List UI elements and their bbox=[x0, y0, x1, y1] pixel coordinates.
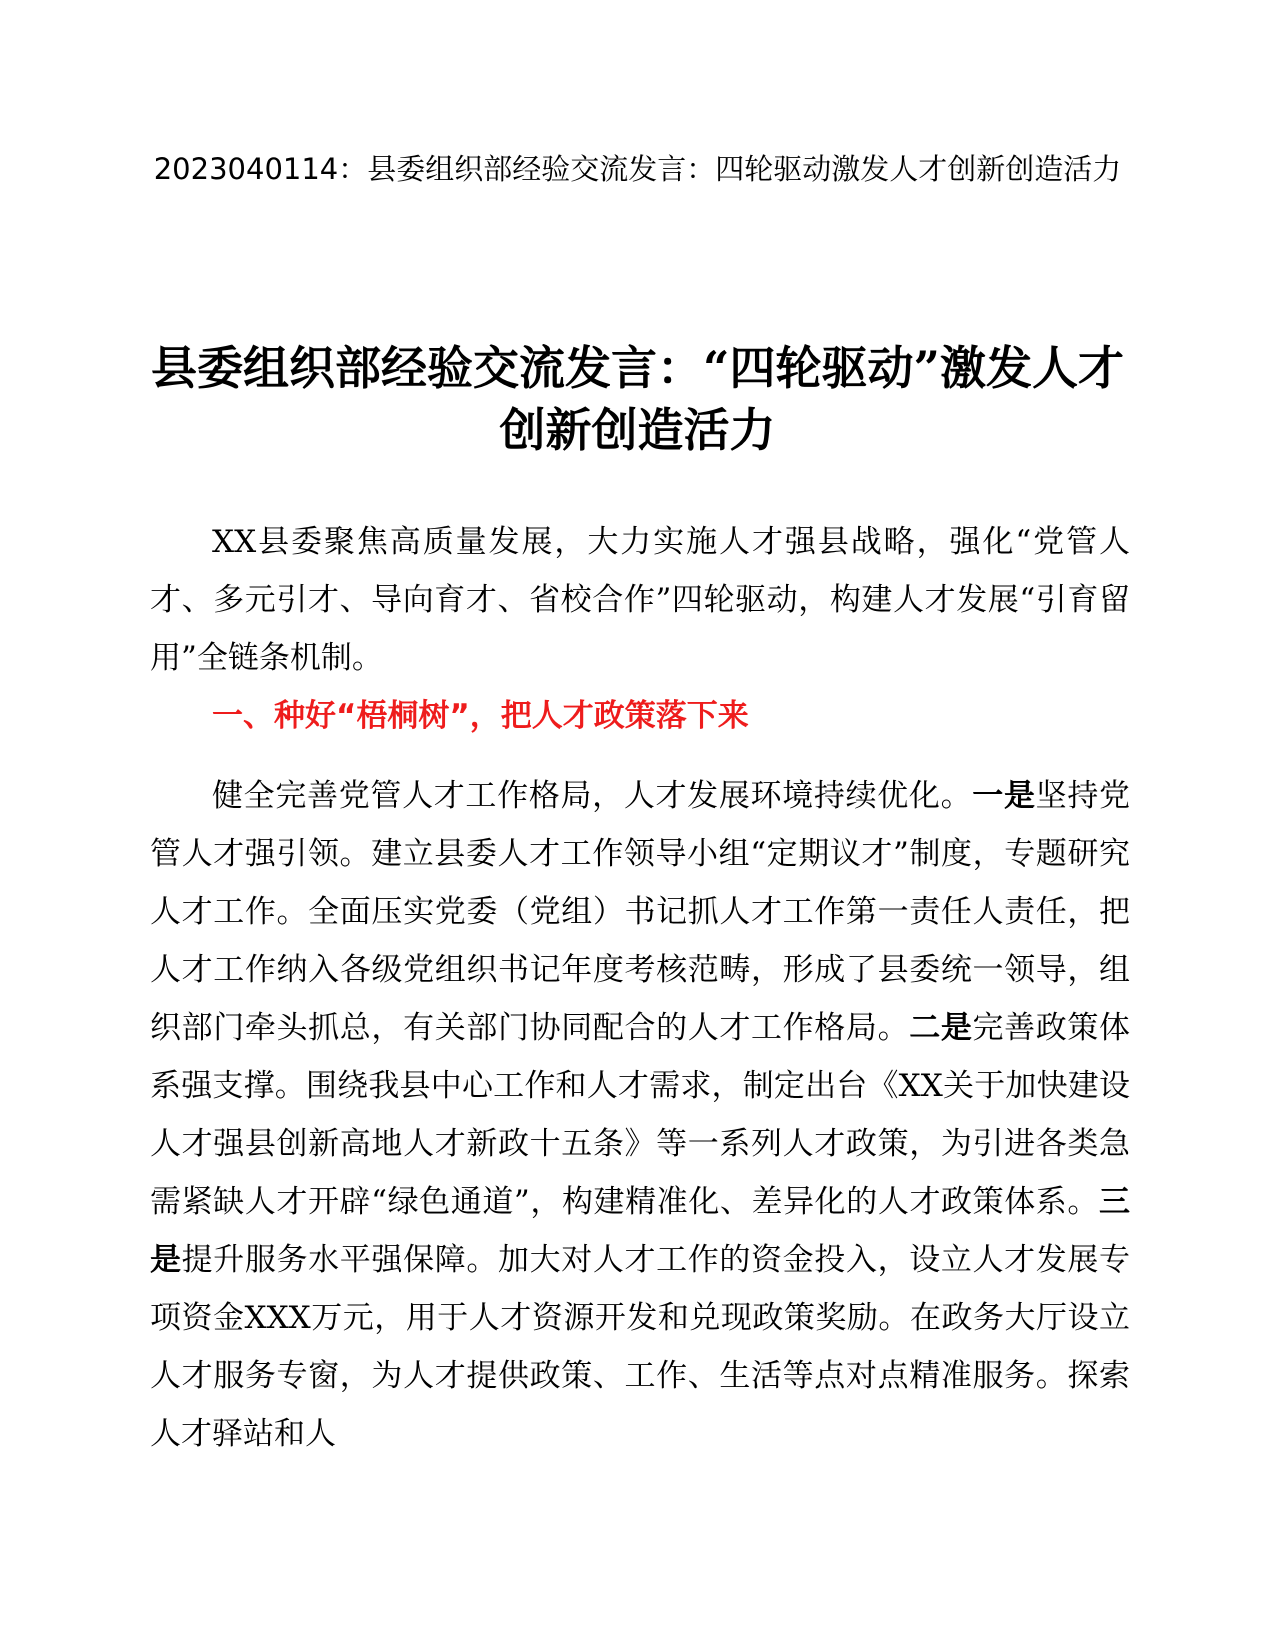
lead-marker-1: 一是 bbox=[972, 778, 1036, 814]
document-header: 2023040114：县委组织部经验交流发言：四轮驱动激发人才创新创造活力 bbox=[153, 152, 1122, 186]
point-1-text: 坚持党管人才强引领。建立县委人才工作领导小组“定期议才”制度，专题研究人才工作。全面压实党委（党组）书记抓人才工作第一责任人责任，把人才工作纳入各级党组织书记年度考核范畴，形成了县委统一领导，组织部门牵头抓总，有关部门协同配合的人才工作格局。 bbox=[150, 778, 1131, 1046]
section-1-paragraph bbox=[150, 767, 1130, 1463]
lead-marker-3: 三是 bbox=[150, 1184, 1130, 1278]
point-3-text: 提升服务水平强保障。加大对人才工作的资金投入，设立人才发展专项资金XXX万元，用于人才资源开发和兑现政策奖励。在政务大厅设立人才服务专窗，为人才提供政策、工作、生活等点对点精准服务。探索人才驿站和人 bbox=[150, 1242, 1131, 1452]
point-2-text: 完善政策体系强支撑。围绕我县中心工作和人才需求，制定出台《XX关于加快建设人才强县创新高地人才新政十五条》等一系列人才政策，为引进各类急需紧缺人才开辟“绿色通道”，构建精准化、差异化的人才政策体系。 bbox=[150, 1010, 1131, 1220]
section-heading-1: 一、种好“梧桐树”，把人才政策落下来 bbox=[212, 698, 749, 734]
intro-paragraph: XX县委聚焦高质量发展，大力实施人才强县战略，强化“党管人才、多元引才、导向育才、省校合作”四轮驱动，构建人才发展“引育留用”全链条机制。 bbox=[150, 524, 1130, 676]
lead-marker-2: 二是 bbox=[909, 1010, 973, 1046]
paragraph-intro-sentence: 健全完善党管人才工作格局，人才发展环境持续优化。 bbox=[212, 778, 973, 814]
document-title: 县委组织部经验交流发言：“四轮驱动”激发人才创新创造活力 bbox=[151, 341, 1124, 457]
